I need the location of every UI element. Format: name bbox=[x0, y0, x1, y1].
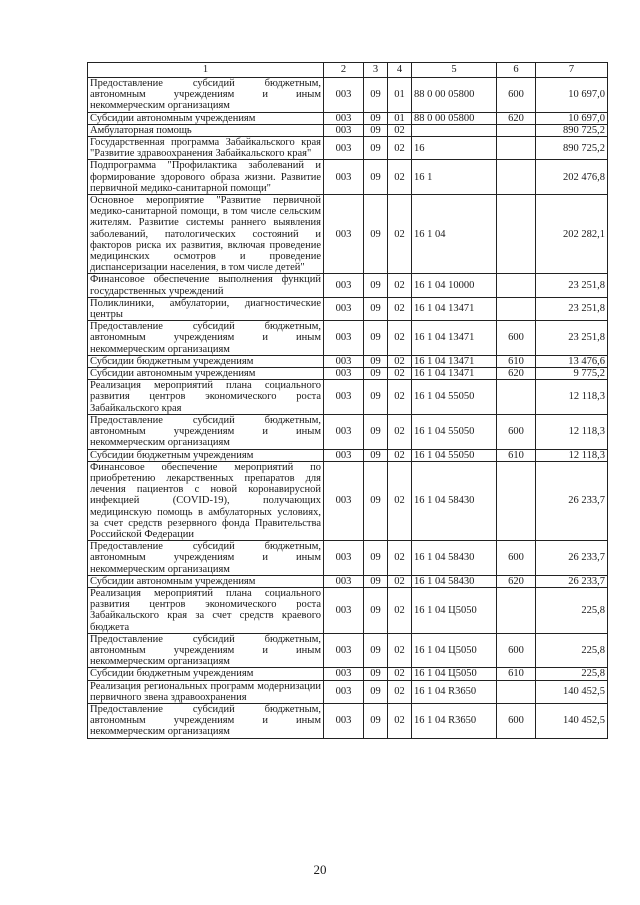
row-target-article: 88 0 00 05800 bbox=[412, 78, 497, 113]
table-row bbox=[88, 541, 608, 576]
row-subsection-code: 02 bbox=[388, 124, 412, 136]
column-header: 1 bbox=[88, 63, 324, 78]
row-amount: 12 118,3 bbox=[536, 414, 608, 449]
row-subsection-code: 02 bbox=[388, 587, 412, 633]
row-section-code: 09 bbox=[364, 380, 388, 415]
row-ministry-code: 003 bbox=[324, 449, 364, 461]
row-name: Реализация мероприятий плана социального развития центров экономического роста Забайкальского края bbox=[88, 380, 324, 415]
row-target-article: 88 0 00 05800 bbox=[412, 112, 497, 124]
row-expense-type bbox=[497, 680, 536, 703]
row-section-code: 09 bbox=[364, 703, 388, 738]
row-expense-type: 600 bbox=[497, 78, 536, 113]
row-amount: 13 476,6 bbox=[536, 355, 608, 367]
table-row bbox=[88, 297, 608, 320]
row-name: Предоставление субсидий бюджетным, автономным учреждениям и иным некоммерческим организациям bbox=[88, 321, 324, 356]
table-row bbox=[88, 380, 608, 415]
table-row bbox=[88, 355, 608, 367]
row-expense-type bbox=[497, 297, 536, 320]
row-name: Предоставление субсидий бюджетным, автономным учреждениям и иным некоммерческим организациям bbox=[88, 541, 324, 576]
row-ministry-code: 003 bbox=[324, 575, 364, 587]
row-amount: 225,8 bbox=[536, 633, 608, 668]
table-row bbox=[88, 461, 608, 540]
row-section-code: 09 bbox=[364, 321, 388, 356]
row-ministry-code: 003 bbox=[324, 160, 364, 195]
row-subsection-code: 02 bbox=[388, 680, 412, 703]
row-name: Субсидии бюджетным учреждениям bbox=[88, 668, 324, 680]
row-target-article: 16 1 04 R3650 bbox=[412, 680, 497, 703]
row-name: Реализация мероприятий плана социального развития центров экономического роста Забайкальского края за счет средств краевого бюджета bbox=[88, 587, 324, 633]
row-amount: 140 452,5 bbox=[536, 680, 608, 703]
row-target-article: 16 1 bbox=[412, 160, 497, 195]
row-section-code: 09 bbox=[364, 575, 388, 587]
row-section-code: 09 bbox=[364, 274, 388, 297]
row-section-code: 09 bbox=[364, 160, 388, 195]
row-amount: 202 282,1 bbox=[536, 195, 608, 274]
row-subsection-code: 02 bbox=[388, 368, 412, 380]
row-ministry-code: 003 bbox=[324, 274, 364, 297]
table-row bbox=[88, 321, 608, 356]
row-amount: 23 251,8 bbox=[536, 297, 608, 320]
row-expense-type: 600 bbox=[497, 414, 536, 449]
row-ministry-code: 003 bbox=[324, 380, 364, 415]
row-target-article: 16 1 04 13471 bbox=[412, 355, 497, 367]
row-section-code: 09 bbox=[364, 78, 388, 113]
table-row bbox=[88, 112, 608, 124]
row-section-code: 09 bbox=[364, 541, 388, 576]
row-amount: 26 233,7 bbox=[536, 575, 608, 587]
row-subsection-code: 02 bbox=[388, 137, 412, 160]
table-body bbox=[88, 78, 608, 739]
row-section-code: 09 bbox=[364, 297, 388, 320]
row-ministry-code: 003 bbox=[324, 633, 364, 668]
table-row bbox=[88, 124, 608, 136]
table-row bbox=[88, 680, 608, 703]
row-subsection-code: 02 bbox=[388, 703, 412, 738]
row-expense-type bbox=[497, 137, 536, 160]
table-row bbox=[88, 78, 608, 113]
row-target-article: 16 1 04 bbox=[412, 195, 497, 274]
row-expense-type: 620 bbox=[497, 368, 536, 380]
row-expense-type bbox=[497, 587, 536, 633]
row-subsection-code: 02 bbox=[388, 414, 412, 449]
row-amount: 202 476,8 bbox=[536, 160, 608, 195]
row-ministry-code: 003 bbox=[324, 368, 364, 380]
row-target-article: 16 1 04 Ц5050 bbox=[412, 587, 497, 633]
row-target-article: 16 1 04 13471 bbox=[412, 321, 497, 356]
row-ministry-code: 003 bbox=[324, 703, 364, 738]
row-expense-type bbox=[497, 124, 536, 136]
row-ministry-code: 003 bbox=[324, 587, 364, 633]
row-section-code: 09 bbox=[364, 414, 388, 449]
table-row bbox=[88, 449, 608, 461]
row-ministry-code: 003 bbox=[324, 668, 364, 680]
row-target-article: 16 1 04 58430 bbox=[412, 575, 497, 587]
row-ministry-code: 003 bbox=[324, 414, 364, 449]
row-ministry-code: 003 bbox=[324, 541, 364, 576]
row-expense-type bbox=[497, 160, 536, 195]
column-header: 3 bbox=[364, 63, 388, 78]
table-row bbox=[88, 575, 608, 587]
row-section-code: 09 bbox=[364, 368, 388, 380]
row-name: Субсидии бюджетным учреждениям bbox=[88, 355, 324, 367]
row-expense-type bbox=[497, 195, 536, 274]
row-subsection-code: 02 bbox=[388, 449, 412, 461]
row-target-article: 16 1 04 58430 bbox=[412, 461, 497, 540]
row-name: Субсидии автономным учреждениям bbox=[88, 575, 324, 587]
table-row bbox=[88, 668, 608, 680]
row-ministry-code: 003 bbox=[324, 355, 364, 367]
row-ministry-code: 003 bbox=[324, 680, 364, 703]
row-name: Финансовое обеспечение выполнения функций государственных учреждений bbox=[88, 274, 324, 297]
row-subsection-code: 02 bbox=[388, 668, 412, 680]
row-amount: 12 118,3 bbox=[536, 449, 608, 461]
row-expense-type: 600 bbox=[497, 541, 536, 576]
row-subsection-code: 02 bbox=[388, 355, 412, 367]
row-name: Амбулаторная помощь bbox=[88, 124, 324, 136]
row-name: Предоставление субсидий бюджетным, автономным учреждениям и иным некоммерческим организациям bbox=[88, 633, 324, 668]
row-expense-type bbox=[497, 461, 536, 540]
row-expense-type bbox=[497, 274, 536, 297]
row-amount: 140 452,5 bbox=[536, 703, 608, 738]
row-name: Предоставление субсидий бюджетным, автономным учреждениям и иным некоммерческим организациям bbox=[88, 414, 324, 449]
row-section-code: 09 bbox=[364, 195, 388, 274]
row-subsection-code: 02 bbox=[388, 380, 412, 415]
row-subsection-code: 02 bbox=[388, 274, 412, 297]
row-name: Реализация региональных программ модернизации первичного звена здравоохранения bbox=[88, 680, 324, 703]
budget-table bbox=[87, 62, 608, 739]
row-amount: 225,8 bbox=[536, 668, 608, 680]
row-section-code: 09 bbox=[364, 633, 388, 668]
table-row bbox=[88, 160, 608, 195]
row-expense-type: 600 bbox=[497, 321, 536, 356]
column-header: 7 bbox=[536, 63, 608, 78]
row-name: Предоставление субсидий бюджетным, автономным учреждениям и иным некоммерческим организациям bbox=[88, 703, 324, 738]
row-section-code: 09 bbox=[364, 355, 388, 367]
table-row bbox=[88, 587, 608, 633]
row-subsection-code: 02 bbox=[388, 195, 412, 274]
row-name: Подпрограмма "Профилактика заболеваний и формирование здорового образа жизни. Развитие первичной медико-санитарной помощи" bbox=[88, 160, 324, 195]
row-expense-type: 600 bbox=[497, 703, 536, 738]
table-row bbox=[88, 137, 608, 160]
table-header-row bbox=[88, 63, 608, 78]
row-section-code: 09 bbox=[364, 461, 388, 540]
row-ministry-code: 003 bbox=[324, 195, 364, 274]
row-expense-type: 620 bbox=[497, 112, 536, 124]
row-subsection-code: 01 bbox=[388, 78, 412, 113]
row-amount: 26 233,7 bbox=[536, 461, 608, 540]
column-header: 6 bbox=[497, 63, 536, 78]
row-amount: 890 725,2 bbox=[536, 137, 608, 160]
row-section-code: 09 bbox=[364, 587, 388, 633]
row-amount: 26 233,7 bbox=[536, 541, 608, 576]
row-ministry-code: 003 bbox=[324, 78, 364, 113]
row-name: Государственная программа Забайкальского края "Развитие здравоохранения Забайкальского края" bbox=[88, 137, 324, 160]
row-ministry-code: 003 bbox=[324, 297, 364, 320]
column-header: 4 bbox=[388, 63, 412, 78]
row-target-article: 16 1 04 55050 bbox=[412, 449, 497, 461]
row-ministry-code: 003 bbox=[324, 112, 364, 124]
row-amount: 10 697,0 bbox=[536, 112, 608, 124]
page-number: 20 bbox=[313, 862, 327, 877]
table-row bbox=[88, 703, 608, 738]
row-section-code: 09 bbox=[364, 680, 388, 703]
row-ministry-code: 003 bbox=[324, 124, 364, 136]
row-expense-type bbox=[497, 380, 536, 415]
row-section-code: 09 bbox=[364, 137, 388, 160]
row-target-article: 16 1 04 58430 bbox=[412, 541, 497, 576]
row-amount: 12 118,3 bbox=[536, 380, 608, 415]
row-amount: 890 725,2 bbox=[536, 124, 608, 136]
row-target-article: 16 1 04 55050 bbox=[412, 380, 497, 415]
row-name: Субсидии бюджетным учреждениям bbox=[88, 449, 324, 461]
table-row bbox=[88, 274, 608, 297]
row-ministry-code: 003 bbox=[324, 321, 364, 356]
row-section-code: 09 bbox=[364, 124, 388, 136]
row-subsection-code: 02 bbox=[388, 633, 412, 668]
table-row bbox=[88, 368, 608, 380]
row-ministry-code: 003 bbox=[324, 461, 364, 540]
row-ministry-code: 003 bbox=[324, 137, 364, 160]
row-subsection-code: 02 bbox=[388, 461, 412, 540]
column-header: 2 bbox=[324, 63, 364, 78]
row-subsection-code: 02 bbox=[388, 575, 412, 587]
row-target-article: 16 1 04 Ц5050 bbox=[412, 633, 497, 668]
row-target-article: 16 1 04 Ц5050 bbox=[412, 668, 497, 680]
row-target-article: 16 1 04 R3650 bbox=[412, 703, 497, 738]
row-target-article: 16 1 04 55050 bbox=[412, 414, 497, 449]
table-row bbox=[88, 633, 608, 668]
row-name: Поликлиники, амбулатории, диагностические центры bbox=[88, 297, 324, 320]
row-amount: 9 775,2 bbox=[536, 368, 608, 380]
row-subsection-code: 02 bbox=[388, 541, 412, 576]
row-amount: 23 251,8 bbox=[536, 274, 608, 297]
table-row bbox=[88, 195, 608, 274]
row-section-code: 09 bbox=[364, 668, 388, 680]
row-target-article: 16 1 04 10000 bbox=[412, 274, 497, 297]
row-subsection-code: 02 bbox=[388, 160, 412, 195]
row-subsection-code: 02 bbox=[388, 297, 412, 320]
row-amount: 23 251,8 bbox=[536, 321, 608, 356]
row-name: Финансовое обеспечение мероприятий по приобретению лекарственных препаратов для лечения пациентов с новой коронавирусной инфекцией (COVID-19), получающих медицинскую помощь в амбулаторных условиях, за счет средств резервного фонда Правительства Российской Федерации bbox=[88, 461, 324, 540]
row-expense-type: 600 bbox=[497, 633, 536, 668]
row-expense-type: 610 bbox=[497, 449, 536, 461]
column-header: 5 bbox=[412, 63, 497, 78]
row-amount: 10 697,0 bbox=[536, 78, 608, 113]
row-target-article: 16 1 04 13471 bbox=[412, 297, 497, 320]
row-name: Субсидии автономным учреждениям bbox=[88, 368, 324, 380]
row-amount: 225,8 bbox=[536, 587, 608, 633]
row-name: Предоставление субсидий бюджетным, автономным учреждениям и иным некоммерческим организациям bbox=[88, 78, 324, 113]
row-expense-type: 610 bbox=[497, 668, 536, 680]
row-section-code: 09 bbox=[364, 449, 388, 461]
row-target-article: 16 bbox=[412, 137, 497, 160]
row-expense-type: 620 bbox=[497, 575, 536, 587]
row-expense-type: 610 bbox=[497, 355, 536, 367]
table-row bbox=[88, 414, 608, 449]
row-name: Субсидии автономным учреждениям bbox=[88, 112, 324, 124]
row-target-article bbox=[412, 124, 497, 136]
row-subsection-code: 02 bbox=[388, 321, 412, 356]
row-subsection-code: 01 bbox=[388, 112, 412, 124]
row-section-code: 09 bbox=[364, 112, 388, 124]
row-target-article: 16 1 04 13471 bbox=[412, 368, 497, 380]
row-name: Основное мероприятие "Развитие первичной медико-санитарной помощи, в том числе сельским жителям. Развитие системы раннего выявления заболеваний, патологических состояний и факторов риска их развития, включая проведение медицинских осмотров и проведение диспансеризации населения, в том числе детей" bbox=[88, 195, 324, 274]
